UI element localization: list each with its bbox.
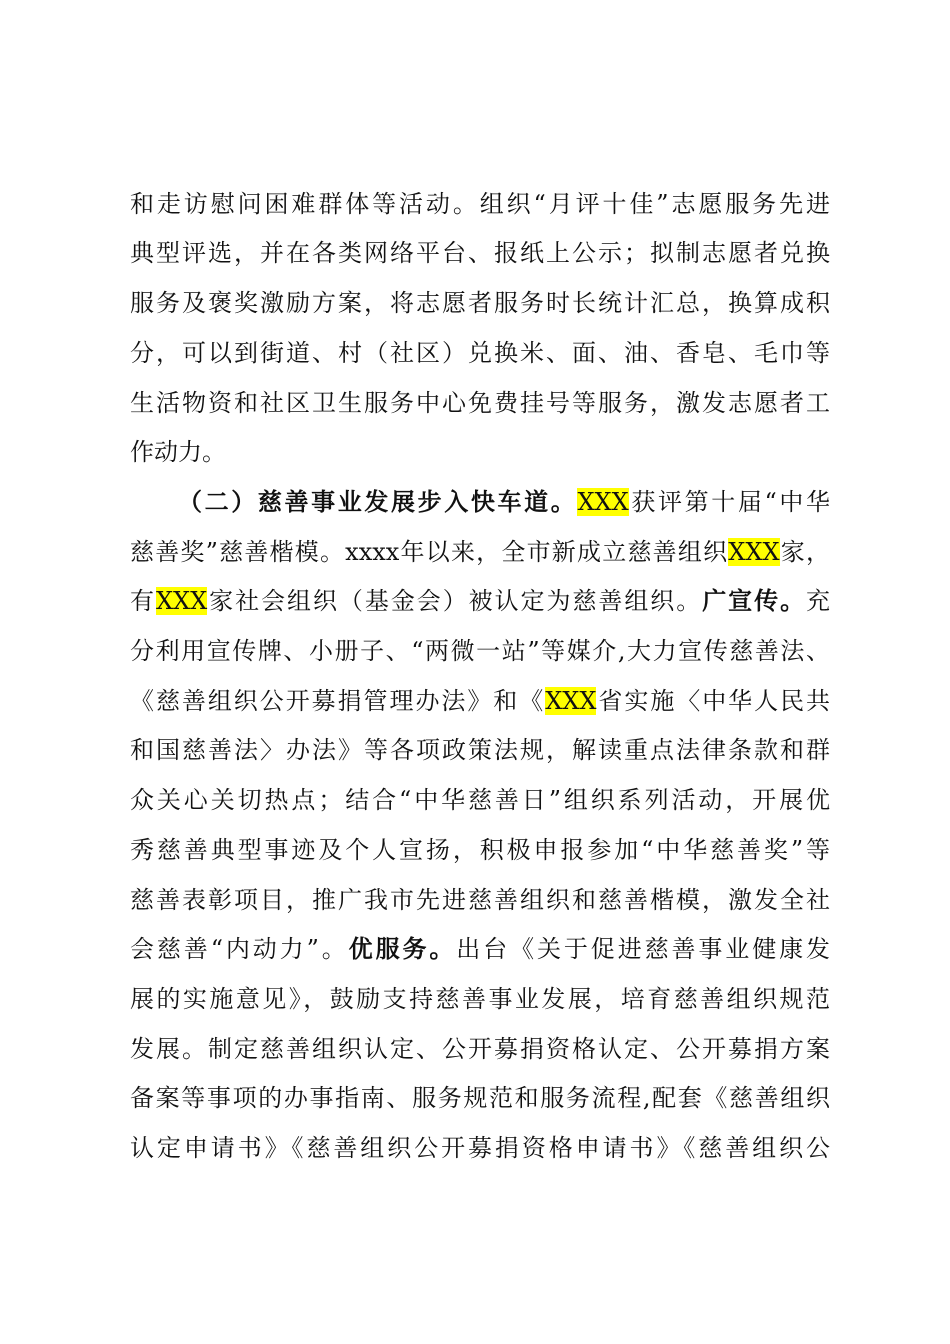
text-run: 《慈善组织公开募捐管理办法》和《	[130, 687, 546, 715]
text-run: 省实施〈中华人民共	[596, 687, 831, 715]
paragraph-line	[130, 780, 830, 820]
bold-subheading: 优服务。	[348, 934, 457, 963]
paragraph-line	[130, 283, 830, 323]
paragraph-line	[130, 1078, 830, 1118]
paragraph-line	[130, 184, 830, 224]
paragraph-line	[130, 432, 226, 472]
text-run: 服务及褒奖激励方案，将志愿者服务时长统计汇总，换算成积	[130, 289, 830, 317]
text-run: 秀慈善典型事迹及个人宣扬，积极申报参加“中华慈善奖”等	[130, 836, 830, 864]
text-run: 展的实施意见》，鼓励支持慈善事业发展，培育慈善组织规范	[130, 985, 830, 1013]
paragraph-line	[130, 880, 830, 920]
text-run: 慈善奖”慈善楷模。xxxx年以来，全市新成立慈善组织	[130, 538, 729, 566]
placeholder-highlight: XXX	[728, 538, 780, 566]
text-run: 作动力。	[130, 438, 226, 466]
paragraph-line	[130, 979, 830, 1019]
section-heading-line	[178, 482, 830, 522]
paragraph-line	[130, 383, 830, 423]
text-run: 家社会组织（基金会）被认定为慈善组织。	[207, 587, 703, 615]
text-run: 众关心关切热点；结合“中华慈善日”组织系列活动，开展优	[130, 786, 830, 814]
placeholder-highlight: XXX	[155, 587, 208, 615]
paragraph-line	[130, 929, 830, 969]
text-run: 有	[130, 587, 156, 615]
text-run: 和国慈善法〉办法》等各项政策法规，解读重点法律条款和群	[130, 736, 830, 764]
text-run: 典型评选，并在各类网络平台、报纸上公示；拟制志愿者兑换	[130, 239, 830, 267]
text-run: 和走访慰问困难群体等活动。组织“月评十佳”志愿服务先进	[130, 190, 830, 218]
text-run: 分利用宣传牌、小册子、“两微一站”等媒介,大力宣传慈善法、	[130, 637, 830, 665]
section-heading: （二）慈善事业发展步入快车道。	[178, 487, 578, 516]
paragraph-line	[130, 631, 830, 671]
paragraph-line	[130, 1128, 830, 1168]
text-run: 家，	[779, 538, 830, 566]
placeholder-highlight: XXX	[577, 488, 629, 516]
bold-subheading: 广宣传。	[702, 586, 807, 615]
paragraph-line	[130, 830, 830, 870]
placeholder-highlight: XXX	[545, 687, 597, 715]
paragraph-line	[130, 730, 830, 770]
text-run: 分，可以到街道、村（社区）兑换米、面、油、香皂、毛巾等	[130, 339, 830, 367]
text-run: 出台《关于促进慈善事业健康发	[456, 935, 831, 963]
text-run: 认定申请书》《慈善组织公开募捐资格申请书》《慈善组织公	[130, 1134, 830, 1162]
paragraph-line	[130, 333, 830, 373]
text-run: 发展。制定慈善组织认定、公开募捐资格认定、公开募捐方案	[130, 1035, 830, 1063]
text-run: 获评第十届“中华	[628, 488, 830, 516]
paragraph-line	[130, 532, 830, 572]
text-run: 会慈善“内动力”。	[130, 935, 349, 963]
text-run: 慈善表彰项目，推广我市先进慈善组织和慈善楷模，激发全社	[130, 886, 830, 914]
text-run: 备案等事项的办事指南、服务规范和服务流程,配套《慈善组织	[130, 1084, 830, 1112]
paragraph-line	[130, 681, 830, 721]
text-run: 充	[806, 587, 831, 615]
paragraph-line	[130, 581, 830, 621]
text-run: 生活物资和社区卫生服务中心免费挂号等服务，激发志愿者工	[130, 389, 830, 417]
paragraph-line	[130, 1029, 830, 1069]
paragraph-line	[130, 233, 830, 273]
